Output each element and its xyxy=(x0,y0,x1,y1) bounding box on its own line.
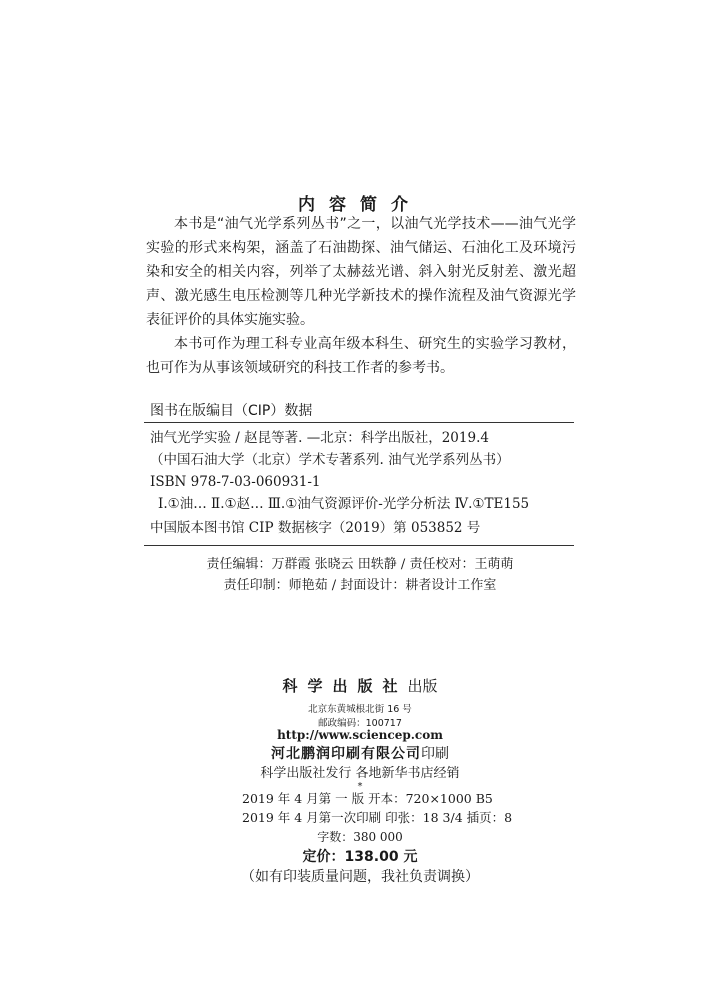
cip-top-rule xyxy=(144,422,574,423)
cip-heading: 图书在版编目（CIP）数据 xyxy=(150,403,313,419)
summary-text-2: 本书可作为理工科专业高年级本科生、研究生的实验学习教材，也可作为从事该领域研究的科技工作者的参考书。 xyxy=(146,336,576,376)
quality-note: （如有印装质量问题，我社负责调换） xyxy=(241,869,479,885)
publisher-suffix: 出版 xyxy=(407,677,438,695)
star-separator: * xyxy=(357,781,363,792)
edition-line: 2019 年 4 月第 一 版 开本：720×1000 B5 xyxy=(242,791,493,806)
cip-bottom-rule xyxy=(144,545,574,546)
publisher-name: 科学出版社 xyxy=(282,677,408,695)
summary-paragraph-2 xyxy=(146,332,576,380)
distribution-line: 科学出版社发行 各地新华书店经销 xyxy=(260,766,460,781)
publisher-url: http://www.sciencep.com xyxy=(277,728,443,742)
summary-title: 内容简介 xyxy=(298,195,422,215)
summary-paragraph-1 xyxy=(146,212,576,332)
cip-line-isbn: ISBN 978-7-03-060931-1 xyxy=(150,474,321,490)
publisher-line xyxy=(0,675,720,696)
publisher-address: 北京东黄城根北街 16 号 xyxy=(308,704,412,715)
summary-text-1: 本书是“油气光学系列丛书”之一，以油气光学技术——油气光学实验的形式来构架，涵盖了石油勘探、油气储运、石油化工及环境污染和安全的相关内容，列举了太赫兹光谱、斜入射光反射差、激光超声、激光感生电压检测等几种光学新技术的操作流程及油气资源光学表征评价的具体实施实验。 xyxy=(146,216,576,328)
cip-line-title: 油气光学实验 / 赵昆等著. —北京：科学出版社，2019.4 xyxy=(150,430,489,446)
credits-printing-design: 责任印制：师艳茹 / 封面设计：耕者设计工作室 xyxy=(223,578,497,593)
publisher-postcode: 邮政编码：100717 xyxy=(318,718,402,729)
printer-suffix: 印刷 xyxy=(421,746,449,762)
word-count: 字数：380 000 xyxy=(317,830,403,844)
price: 定价：138.00 元 xyxy=(302,849,418,865)
credits-editors: 责任编辑：万群霞 张晓云 田轶静 / 责任校对：王萌萌 xyxy=(206,557,514,572)
printing-line: 2019 年 4 月第一次印刷 印张：18 3/4 插页：8 xyxy=(242,810,513,825)
cip-line-record-number: 中国版本图书馆 CIP 数据核字（2019）第 053852 号 xyxy=(150,520,481,536)
printer-name: 河北鹏润印刷有限公司 xyxy=(271,746,421,762)
cip-line-series: （中国石油大学（北京）学术专著系列. 油气光学系列丛书） xyxy=(150,452,510,468)
cip-line-classification: Ⅰ.①油… Ⅱ.①赵… Ⅲ.①油气资源评价-光学分析法 Ⅳ.①TE155 xyxy=(158,496,530,512)
printer-line xyxy=(0,743,720,763)
